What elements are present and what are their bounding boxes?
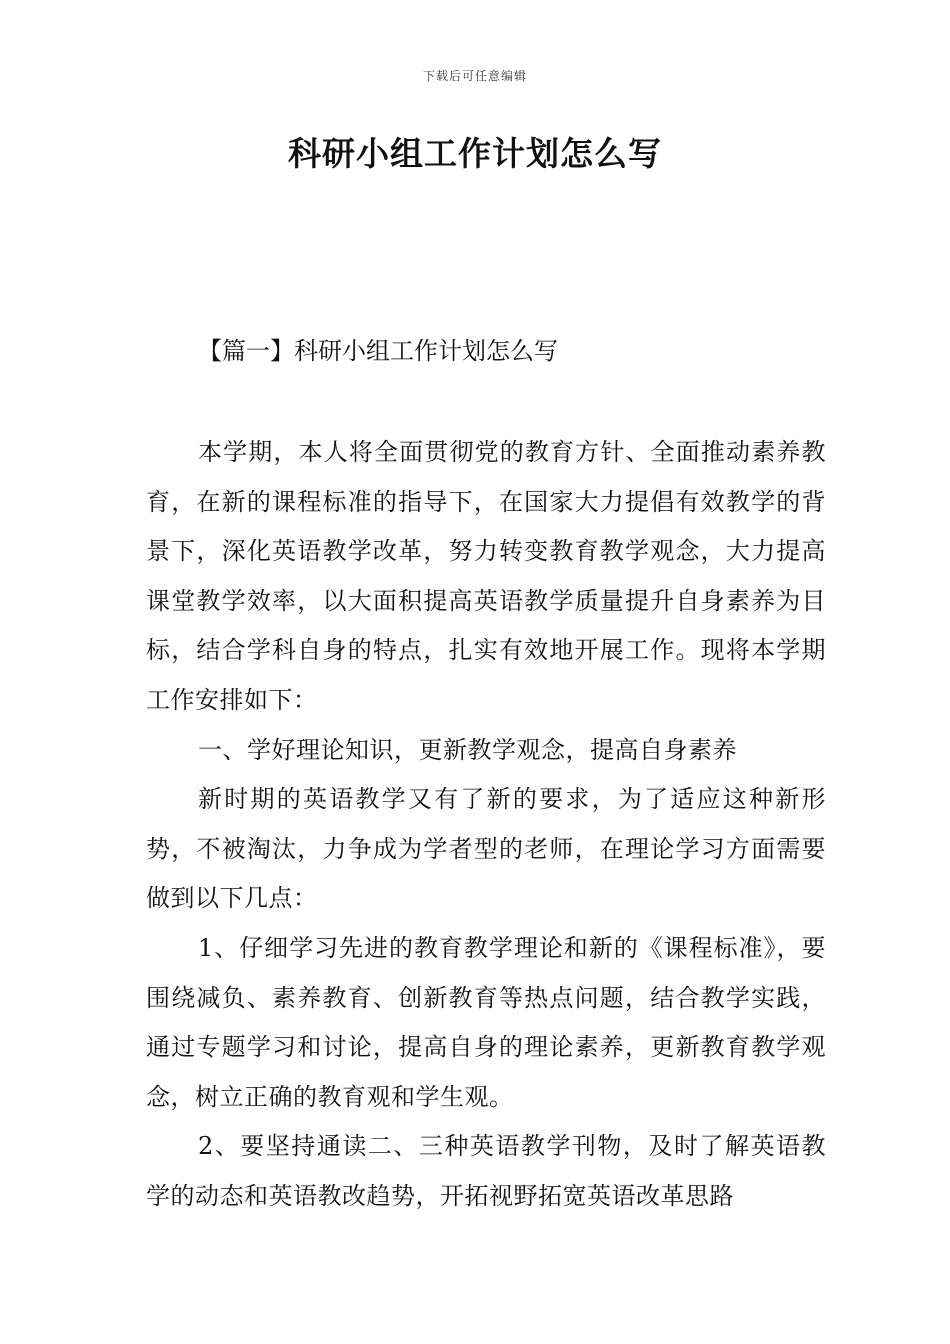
- document-title: 科研小组工作计划怎么写: [288, 134, 662, 173]
- paragraph-intro: 本学期，本人将全面贯彻党的教育方针、全面推动素养教育，在新的课程标准的指导下，在国家大力提倡有效教学的背景下，深化英语教学改革，努力转变教育教学观念，大力提高课堂教学效率，以大面积提高英语教学质量提升自身素养为目标，结合学科自身的特点，扎实有效地开展工作。现将本学期工作安排如下：: [146, 438, 826, 714]
- document-body: [146, 428, 826, 1222]
- header-note: 下载后可任意编辑: [422, 69, 527, 83]
- section-heading: 【篇一】科研小组工作计划怎么写: [198, 337, 558, 365]
- paragraph-requirements: 新时期的英语教学又有了新的要求，为了适应这种新形势，不被淘汰，力争成为学者型的老师，在理论学习方面需要做到以下几点：: [146, 785, 826, 913]
- paragraph-item-1: 1、仔细学习先进的教育教学理论和新的《课程标准》，要围绕减负、素养教育、创新教育等热点问题，结合教学实践，通过专题学习和讨论，提高自身的理论素养，更新教育教学观念，树立正确的教育观和学生观。: [146, 933, 826, 1111]
- paragraph-item-2: 2、要坚持通读二、三种英语教学刊物，及时了解英语教学的动态和英语教改趋势，开拓视野拓宽英语改革思路: [146, 1132, 826, 1210]
- paragraph-heading-one: 一、学好理论知识，更新教学观念，提高自身素养: [198, 735, 737, 764]
